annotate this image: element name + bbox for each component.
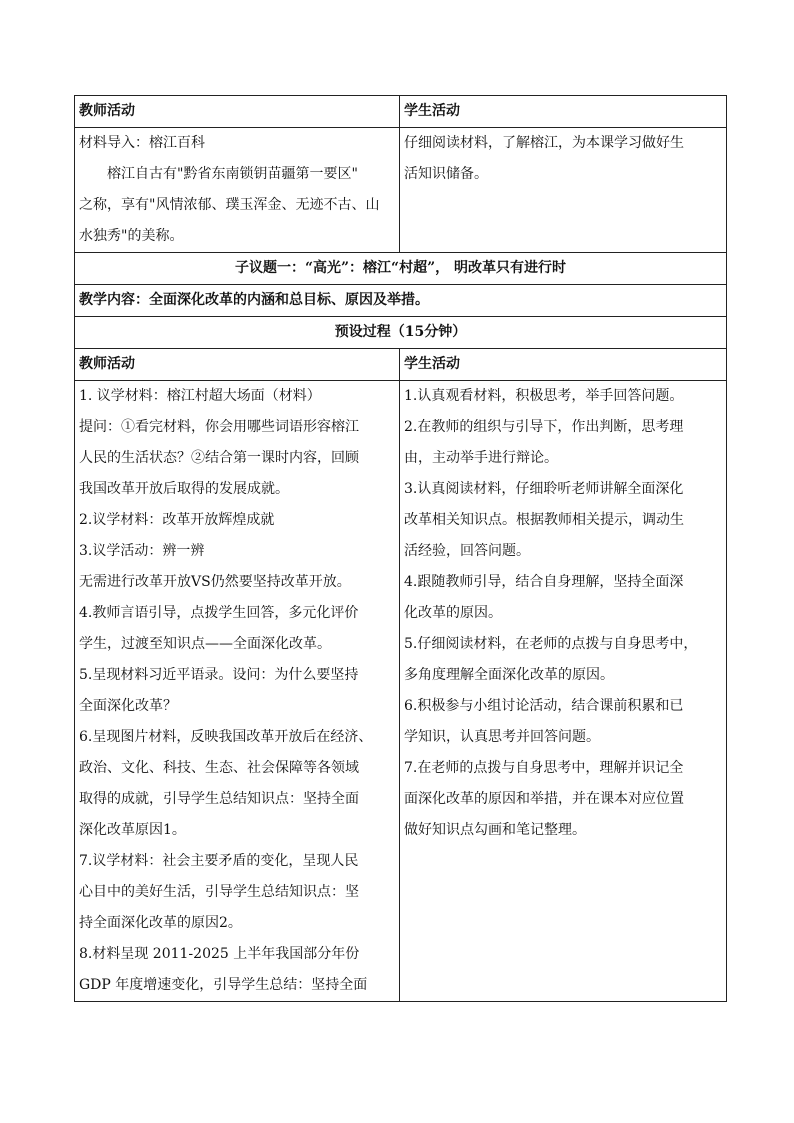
student-line: 做好知识点勾画和笔记整理。 [404,822,586,838]
student-line: 面深化改革的原因和举措，并在课本对应位置 [404,791,684,807]
teacher-line: 取得的成就，引导学生总结知识点：坚持全面 [79,791,359,807]
teacher-line: 2.议学材料：改革开放辉煌成就 [79,512,275,528]
student-activity-header: 学生活动 [400,96,727,128]
teacher-line: GDP 年度增速变化，引导学生总结：坚持全面 [79,977,368,993]
intro-line: 之称，享有"风情浓郁、璞玉浑金、无迹不古、山 [79,197,380,213]
student-intro-line: 活知识储备。 [404,166,488,182]
process-teacher-cell [75,381,400,1002]
student-line: 3.认真阅读材料，仔细聆听老师讲解全面深化 [404,481,684,497]
process-body-row [75,381,727,1002]
student-line: 5.仔细阅读材料，在老师的点拨与自身思考中， [404,636,698,652]
content-row [75,285,727,317]
process-title: 预设过程（15分钟） [75,317,727,349]
intro-row [75,128,727,253]
student-line: 活经验，回答问题。 [404,543,530,559]
student-line: 6.积极参与小组讨论活动，结合课前积累和已 [404,698,684,714]
student-line: 由，主动举手进行辩论。 [404,450,558,466]
intro-line: 材料导入：榕江百科 [79,135,205,151]
teaching-content: 教学内容：全面深化改革的内涵和总目标、原因及举措。 [75,285,727,317]
process-title-row [75,317,727,349]
teacher-line: 持全面深化改革的原因2。 [79,915,242,931]
top-header-row [75,96,727,128]
teacher-line: 学生，过渡至知识点——全面深化改革。 [79,636,331,652]
process-student-header: 学生活动 [400,349,727,381]
teacher-line: 4.教师言语引导，点拨学生回答，多元化评价 [79,605,359,621]
teacher-activity-header: 教师活动 [75,96,400,128]
student-line: 2.在教师的组织与引导下，作出判断，思考理 [404,419,684,435]
student-line: 多角度理解全面深化改革的原因。 [404,667,614,683]
teacher-line: 人民的生活状态？②结合第一课时内容，回顾 [79,450,359,466]
process-student-cell [400,381,727,1002]
subtopic-title: 子议题一：“高光”：榕江“村超”， 明改革只有进行时 [75,253,727,285]
teacher-line: 1. 议学材料：榕江村超大场面（材料） [79,388,321,404]
subtopic-row [75,253,727,285]
teacher-line: 8.材料呈现 2011-2025 上半年我国部分年份 [79,946,360,962]
intro-teacher-cell [75,128,400,253]
teacher-line: 政治、文化、科技、生态、社会保障等各领域 [79,760,359,776]
teacher-line: 5.呈现材料习近平语录。设问：为什么要坚持 [79,667,359,683]
teacher-line: 提问：①看完材料，你会用哪些词语形容榕江 [79,419,359,435]
student-line: 化改革的原因。 [404,605,502,621]
teacher-line: 3.议学活动：辨一辨 [79,543,205,559]
process-teacher-header: 教师活动 [75,349,400,381]
teacher-line: 7.议学材料：社会主要矛盾的变化，呈现人民 [79,853,359,869]
student-intro-line: 仔细阅读材料，了解榕江，为本课学习做好生 [404,135,684,151]
teacher-line: 全面深化改革？ [79,698,177,714]
intro-line: 榕江自古有"黔省东南锁钥苗疆第一要区" [107,166,358,182]
student-line: 改革相关知识点。根据教师相关提示，调动生 [404,512,684,528]
process-header-row [75,349,727,381]
student-line: 1.认真观看材料，积极思考，举手回答问题。 [404,388,684,404]
teacher-line: 无需进行改革开放VS仍然要坚持改革开放。 [79,574,351,590]
teacher-line: 深化改革原因1。 [79,822,186,838]
intro-line: 水独秀"的美称。 [79,228,184,244]
intro-student-cell [400,128,727,253]
teacher-line: 心目中的美好生活，引导学生总结知识点：坚 [79,884,359,900]
teacher-line: 6.呈现图片材料，反映我国改革开放后在经济、 [79,729,373,745]
student-line: 4.跟随教师引导，结合自身理解，坚持全面深 [404,574,684,590]
student-line: 7.在老师的点拨与自身思考中，理解并识记全 [404,760,684,776]
student-line: 学知识，认真思考并回答问题。 [404,729,600,745]
teacher-line: 我国改革开放后取得的发展成就。 [79,481,289,497]
lesson-plan-table [74,95,727,1002]
